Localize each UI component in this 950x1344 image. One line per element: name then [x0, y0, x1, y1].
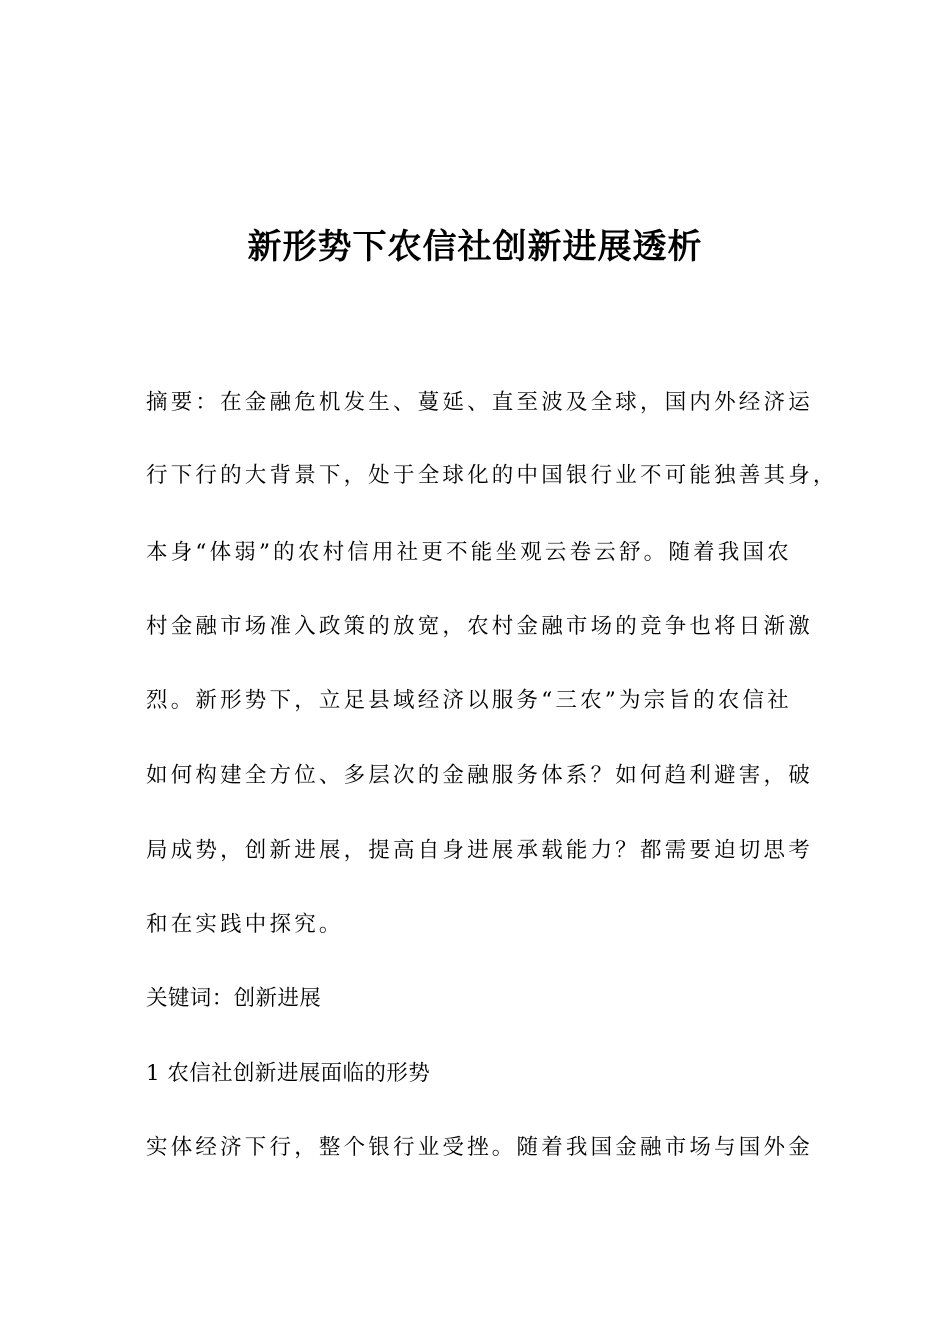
abstract-line-6: 如何构建全方位、多层次的金融服务体系？如何趋利避害，破: [146, 763, 813, 788]
abstract-line-2: 行下行的大背景下，处于全球化的中国银行业不可能独善其身，: [146, 463, 838, 488]
abstract-line-5: 烈。新形势下，立足县域经济以服务“三农”为宗旨的农信社: [146, 688, 792, 713]
page-title: 新形势下农信社创新进展透析: [247, 227, 703, 267]
abstract-line-4: 村金融市场准入政策的放宽，农村金融市场的竞争也将日渐激: [146, 614, 813, 639]
abstract-line-7: 局成势，创新进展，提高自身进展承载能力？都需要迫切思考: [146, 838, 813, 863]
body-line-1: 实体经济下行，整个银行业受挫。随着我国金融市场与国外金: [146, 1135, 813, 1160]
keywords-line: 关键词：创新进展: [146, 986, 322, 1011]
section-heading: 1 农信社创新进展面临的形势: [146, 1061, 431, 1086]
abstract-line-3: 本身“体弱”的农村信用社更不能坐观云卷云舒。随着我国农: [146, 540, 792, 565]
abstract-line-8: 和在实践中探究。: [146, 912, 344, 937]
abstract-line-1: 摘要：在金融危机发生、蔓延、直至波及全球，国内外经济运: [146, 390, 813, 415]
